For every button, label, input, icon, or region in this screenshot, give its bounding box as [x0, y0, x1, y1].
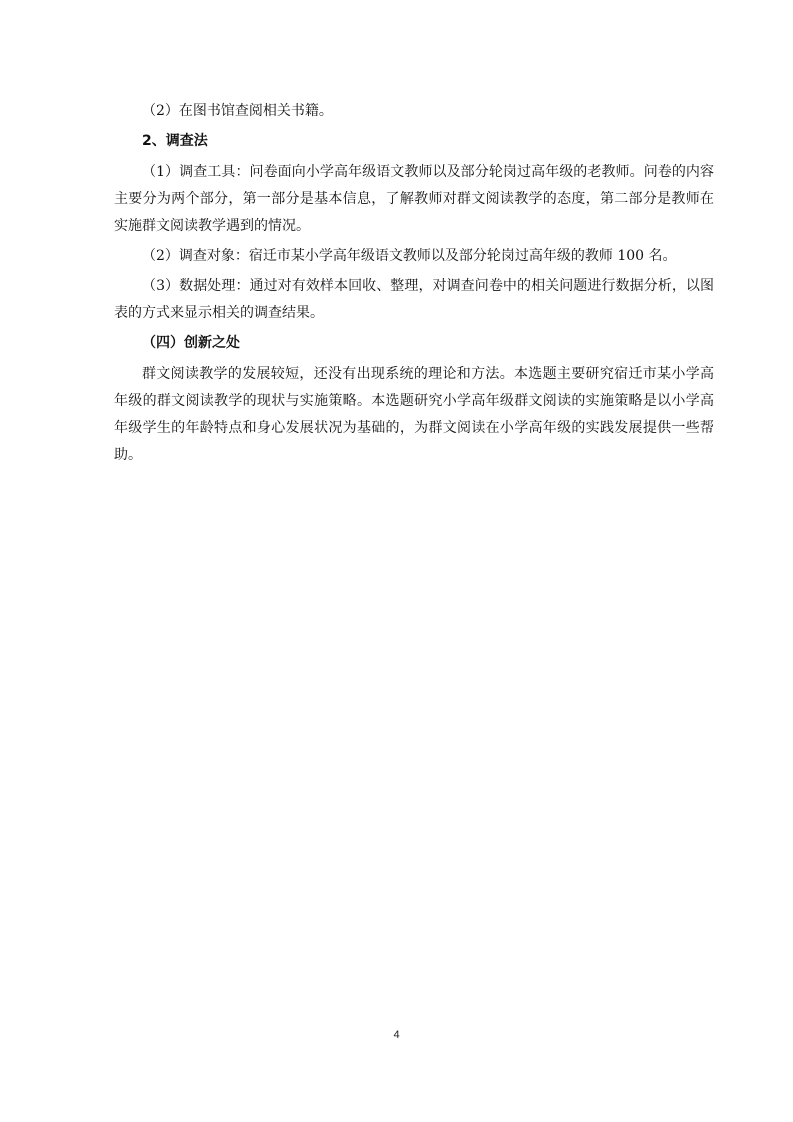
heading-survey-method: 2、调查法: [142, 133, 208, 149]
paragraph-survey-tool: （1）调查工具：问卷面向小学高年级语文教师以及部分轮岗过高年级的老教师。问卷的内容主要分为两个部分，第一部分是基本信息，了解教师对群文阅读教学的态度，第二部分是教师在实施群文阅读教学遇到的情况。: [114, 164, 714, 234]
paragraph-survey-subjects: （2）调查对象：宿迁市某小学高年级语文教师以及部分轮岗过高年级的教师 100 名。: [142, 248, 677, 264]
paragraph-library-books: （2）在图书馆查阅相关书籍。: [142, 103, 333, 119]
heading-innovation: （四）创新之处: [142, 335, 240, 351]
document-body: [114, 98, 714, 472]
page-number: 4: [393, 1029, 400, 1041]
paragraph-innovation: 群文阅读教学的发展较短，还没有出现系统的理论和方法。本选题主要研究宿迁市某小学高年级的群文阅读教学的现状与实施策略。本选题研究小学高年级群文阅读的实施策略是以小学高年级学生的年龄特点和身心发展状况为基础的，为群文阅读在小学高年级的实践发展提供一些帮助。: [114, 366, 714, 463]
paragraph-data-processing: （3）数据处理：通过对有效样本回收、整理，对调查问卷中的相关问题进行数据分析，以图表的方式来显示相关的调查结果。: [114, 278, 714, 321]
